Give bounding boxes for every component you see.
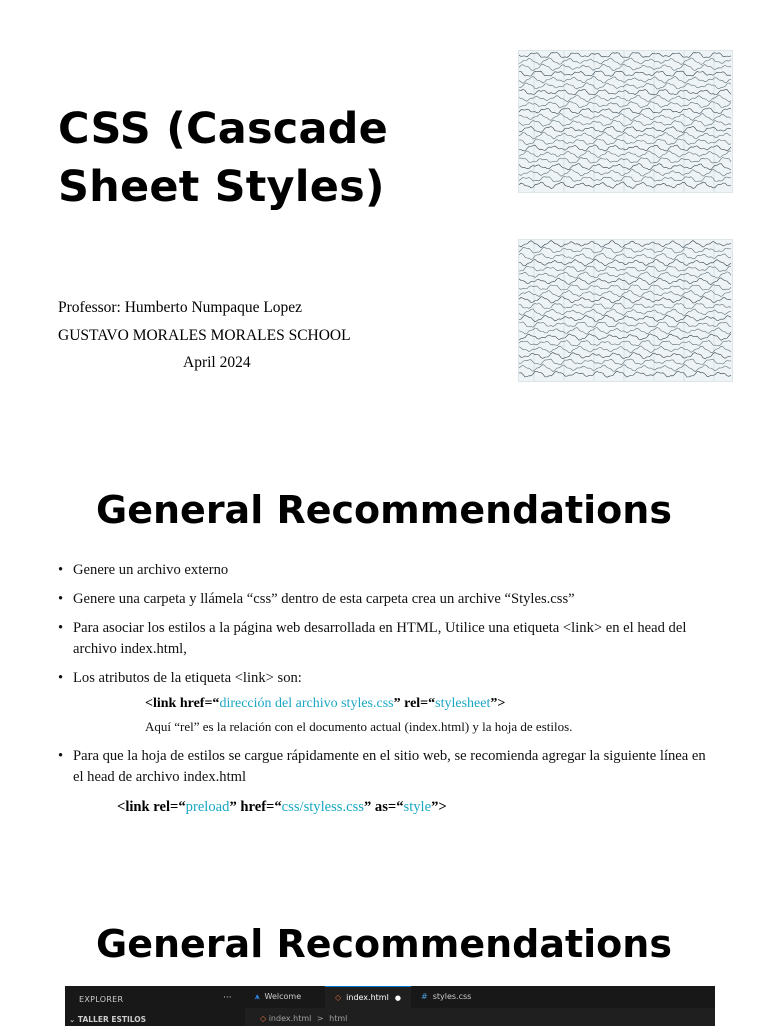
bullet-glyph: •: [58, 562, 64, 578]
waveform-trace: [519, 163, 731, 169]
vscode-screenshot: [65, 986, 715, 1026]
breadcrumb-separator: >: [316, 1014, 324, 1023]
tab-styles-css[interactable]: [411, 986, 481, 1008]
waveform-graphic: [519, 240, 732, 381]
waveform-trace: [519, 315, 731, 322]
html-icon: ◇: [260, 1014, 267, 1023]
waveform-trace: [519, 108, 731, 114]
waveform-trace: [519, 253, 731, 259]
code-part: ” href=“: [229, 799, 282, 815]
recommendations-slide: [0, 460, 768, 860]
code-part: ” rel=“: [393, 696, 436, 711]
waveform-trace: [519, 64, 731, 71]
title-line-1: CSS (Cascade: [58, 104, 389, 154]
title-line-2: Sheet Styles): [58, 162, 385, 212]
school-name: GUSTAVO MORALES MORALES SCHOOL: [58, 326, 351, 344]
waveform-trace: [519, 334, 731, 341]
list-item-text: Para que la hoja de estilos se cargue rápidamente en el sitio web, se recomienda agregar la siguiente línea en el head de archivo index.html: [73, 748, 706, 785]
editor-tabs: [245, 986, 715, 1008]
waveform-trace: [519, 151, 731, 158]
author-block: [58, 294, 351, 377]
waveform-trace: [519, 71, 731, 76]
waveform-trace: [519, 120, 731, 126]
list-item-text: Genere un archivo externo: [73, 562, 229, 578]
waveform-trace: [519, 278, 731, 285]
waveform-trace: [519, 126, 731, 132]
bullet-glyph: •: [58, 670, 64, 686]
link-code-example: [73, 692, 708, 738]
recommendations-slide-2: [0, 900, 768, 1024]
slide-heading: General Recommendations: [96, 922, 672, 966]
list-item: [58, 560, 708, 581]
breadcrumb: [260, 1014, 347, 1023]
list-item: [58, 589, 708, 610]
folder-taller-estilos[interactable]: [69, 1015, 146, 1024]
code-value: dirección del archivo styles.css: [219, 696, 394, 711]
waveform-trace: [519, 272, 731, 279]
waveform-trace: [519, 53, 731, 58]
eeg-waveform-image-top: [518, 50, 733, 193]
code-part: <link href=“: [145, 696, 220, 711]
waveform-trace: [519, 259, 731, 266]
waveform-trace: [519, 290, 731, 297]
code-value: stylesheet: [435, 696, 491, 711]
tab-welcome[interactable]: [245, 986, 311, 1008]
waveform-trace: [519, 132, 731, 139]
tab-label: Welcome: [264, 992, 302, 1001]
waveform-trace: [519, 359, 731, 365]
waveform-trace: [519, 176, 731, 181]
list-item-text: Los atributos de la etiqueta <link> son:: [73, 670, 302, 686]
waveform-trace: [519, 309, 731, 316]
waveform-trace: [519, 169, 731, 176]
more-actions-icon[interactable]: ···: [223, 993, 232, 1003]
waveform-trace: [519, 114, 731, 121]
waveform-trace: [519, 182, 731, 189]
code-part: <link rel=“: [117, 799, 186, 815]
vscode-icon: ⩚: [255, 992, 260, 1001]
waveform-graphic: [519, 51, 732, 192]
code-value: css/styless.css: [281, 799, 364, 815]
waveform-trace: [519, 327, 731, 334]
waveform-trace: [519, 139, 731, 145]
waveform-trace: [519, 285, 731, 290]
list-item: [58, 618, 708, 660]
waveform-trace: [519, 266, 731, 272]
list-item: [58, 668, 708, 738]
unsaved-dot-icon: ●: [394, 994, 401, 1002]
waveform-trace: [519, 353, 731, 359]
explorer-panel: [65, 986, 245, 1026]
waveform-trace: [519, 371, 731, 377]
waveform-trace: [519, 83, 731, 90]
waveform-trace: [519, 95, 731, 102]
waveform-trace: [519, 90, 731, 96]
tab-label: index.html: [346, 993, 389, 1002]
slide-heading: General Recommendations: [96, 488, 672, 532]
code-part: ”>: [490, 696, 506, 711]
code-part: ”>: [431, 799, 447, 815]
chevron-down-icon: ⌄: [69, 1015, 76, 1024]
bullet-glyph: •: [58, 620, 64, 636]
css-icon: #: [421, 992, 428, 1001]
title-slide: [0, 0, 768, 430]
code-value: preload: [185, 799, 230, 815]
waveform-trace: [519, 304, 731, 309]
waveform-trace: [519, 322, 731, 327]
explorer-label: EXPLORER: [79, 995, 124, 1004]
rel-note: Aquí “rel” es la relación con el documento actual (index.html) y la hoja de estilos.: [145, 719, 573, 734]
waveform-trace: [519, 340, 731, 346]
list-item-text: Para asociar los estilos a la página web desarrollada en HTML, Utilice una etiqueta <link> en el head del archivo index.html,: [73, 620, 687, 657]
breadcrumb-node[interactable]: html: [329, 1014, 348, 1023]
tab-label: styles.css: [432, 992, 472, 1001]
waveform-trace: [519, 296, 731, 303]
code-part: ” as=“: [363, 799, 404, 815]
code-value: style: [403, 799, 432, 815]
folder-label: TALLER ESTILOS: [77, 1015, 147, 1024]
professor-name: Professor: Humberto Numpaque Lopez: [58, 299, 303, 316]
presentation-date: April 2024: [183, 354, 251, 371]
waveform-trace: [519, 247, 731, 253]
preload-code-example: [73, 797, 708, 818]
breadcrumb-file[interactable]: index.html: [268, 1014, 312, 1023]
waveform-trace: [519, 58, 731, 65]
waveform-trace: [519, 76, 731, 83]
list-item: [58, 746, 708, 818]
waveform-trace: [519, 101, 731, 107]
bullet-list: [58, 560, 708, 826]
waveform-trace: [519, 145, 731, 151]
html-icon: ◇: [335, 993, 342, 1002]
bullet-glyph: •: [58, 748, 64, 764]
eeg-waveform-image-bottom: [518, 239, 733, 382]
waveform-trace: [519, 346, 731, 353]
bullet-glyph: •: [58, 591, 64, 607]
waveform-trace: [519, 158, 731, 164]
waveform-trace: [519, 241, 731, 248]
slide-title: [58, 100, 438, 216]
tab-index-html[interactable]: [325, 986, 411, 1009]
list-item-text: Genere una carpeta y llámela “css” dentro de esta carpeta crea un archive “Styles.css”: [73, 591, 575, 607]
waveform-trace: [519, 364, 731, 371]
